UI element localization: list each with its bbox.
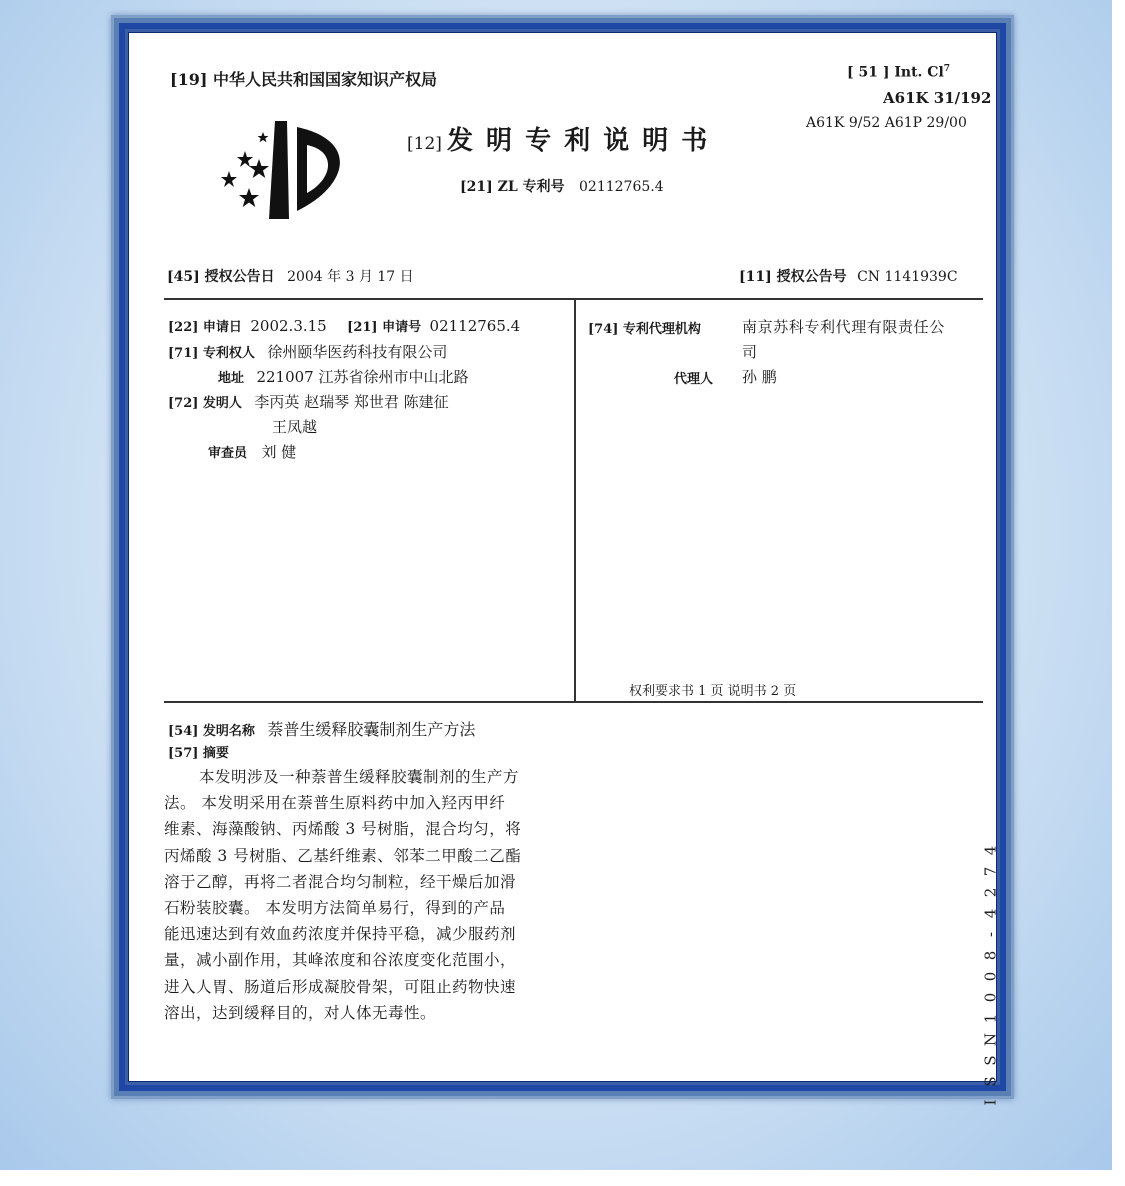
filing-row: [22] 申请日 2002.3.15 [21] 申请号 02112765.4 bbox=[168, 317, 521, 335]
abstract-line: 维素、海藻酸钠、丙烯酸 3 号树脂，混合均匀，将 bbox=[164, 820, 522, 839]
agent-label: 代理人 bbox=[674, 372, 714, 387]
office-line bbox=[170, 67, 437, 90]
issn-char: 0 bbox=[981, 971, 1000, 982]
invention-name-row: [54] 发明名称 萘普生缓释胶囊制剂生产方法 bbox=[168, 720, 476, 739]
divider-vertical bbox=[574, 299, 576, 702]
issn-char: 2 bbox=[981, 887, 1000, 898]
issn-char: S bbox=[981, 1055, 1000, 1066]
issn-char: 0 bbox=[981, 992, 1000, 1003]
issn-char: N bbox=[981, 1032, 1000, 1047]
issn-vertical-text bbox=[980, 840, 1002, 1113]
abstract-line: 量，减小副作用，其峰浓度和谷浓度变化范围小， bbox=[164, 951, 517, 970]
office-code: [19] bbox=[170, 70, 208, 89]
abstract-text bbox=[164, 764, 568, 1026]
patent-number bbox=[460, 176, 664, 196]
int-cl-main: A61K 31/192 bbox=[883, 89, 992, 107]
patent-number-label: [21] ZL 专利号 bbox=[460, 179, 565, 195]
int-cl-superscript: 7 bbox=[943, 64, 951, 74]
address: 221007 江苏省徐州市中山北路 bbox=[256, 368, 469, 386]
inventor-row: [72] 发明人 李丙英 赵瑞琴 郑世君 陈建征 bbox=[168, 393, 449, 411]
document-title bbox=[407, 120, 709, 157]
issn-char: 1 bbox=[981, 1013, 1000, 1024]
address-row: 地址 221007 江苏省徐州市中山北路 bbox=[218, 368, 469, 386]
abstract-line: 本发明涉及一种萘普生缓释胶囊制剂的生产方 bbox=[199, 768, 520, 786]
issn-char: I bbox=[981, 1099, 1000, 1106]
issn-char: 4 bbox=[981, 845, 1000, 856]
abstract-line: 石粉装胶囊。 本发明方法简单易行，得到的产品 bbox=[164, 899, 506, 918]
abstract-label: [57] 摘要 bbox=[168, 746, 229, 761]
int-cl-secondary: A61K 9/52 A61P 29/00 bbox=[806, 115, 967, 131]
examiner-row: 审查员 刘 健 bbox=[208, 443, 297, 461]
issn-char: 7 bbox=[981, 866, 1000, 877]
page-counts: 权利要求书 1 页 说明书 2 页 bbox=[629, 684, 797, 699]
title-code: [12] bbox=[407, 134, 442, 154]
abstract-line: 进入人胃、肠道后形成凝胶骨架，可阻止药物快速 bbox=[164, 977, 517, 996]
int-cl-label: [ 51 ] Int. Cl$^7$ bbox=[847, 64, 951, 81]
inventors-continued: 王凤越 bbox=[272, 418, 318, 436]
inventors: 李丙英 赵瑞琴 郑世君 陈建征 bbox=[254, 393, 449, 411]
issn-char: - bbox=[981, 931, 1000, 938]
title-text: 发 明 专 利 说 明 书 bbox=[447, 126, 710, 156]
office-name: 中华人民共和国国家知识产权局 bbox=[212, 70, 437, 89]
agency-name-continued: 司 bbox=[742, 343, 758, 361]
grant-number: [11] 授权公告号 CN 1141939C bbox=[739, 269, 958, 285]
patentee: 徐州颐华医药科技有限公司 bbox=[267, 343, 448, 361]
invention-name: 萘普生缓释胶囊制剂生产方法 bbox=[267, 720, 476, 739]
issn-char: 8 bbox=[981, 950, 1000, 961]
abstract-line: 能迅速达到有效血药浓度并保持平稳，减少服药剂 bbox=[164, 925, 517, 944]
patent-number-value: 02112765.4 bbox=[579, 179, 664, 195]
issn-char: 4 bbox=[981, 908, 1000, 919]
abstract-line: 丙烯酸 3 号树脂、乙基纤维素、邻苯二甲酸二乙酯 bbox=[164, 846, 522, 865]
divider-middle bbox=[164, 701, 983, 703]
agency-label: [74] 专利代理机构 bbox=[588, 322, 701, 337]
agent-name: 孙 鹏 bbox=[742, 368, 777, 386]
abstract-line: 法。 本发明采用在萘普生原料药中加入羟丙甲纤 bbox=[164, 794, 506, 813]
abstract-line: 溶于乙醇，再将二者混合均匀制粒，经干燥后加滑 bbox=[164, 872, 517, 891]
patentee-row: [71] 专利权人 徐州颐华医药科技有限公司 bbox=[168, 343, 448, 361]
grant-date: [45] 授权公告日 2004 年 3 月 17 日 bbox=[167, 269, 414, 285]
abstract-line: 溶出，达到缓释目的，对人体无毒性。 bbox=[164, 1003, 437, 1022]
patent-office-emblem-icon bbox=[215, 115, 360, 225]
examiner: 刘 健 bbox=[261, 443, 297, 461]
agency-name: 南京苏科专利代理有限责任公 bbox=[742, 318, 945, 336]
application-number: 02112765.4 bbox=[429, 317, 521, 335]
filing-date: 2002.3.15 bbox=[250, 317, 327, 335]
issn-char: S bbox=[981, 1076, 1000, 1087]
